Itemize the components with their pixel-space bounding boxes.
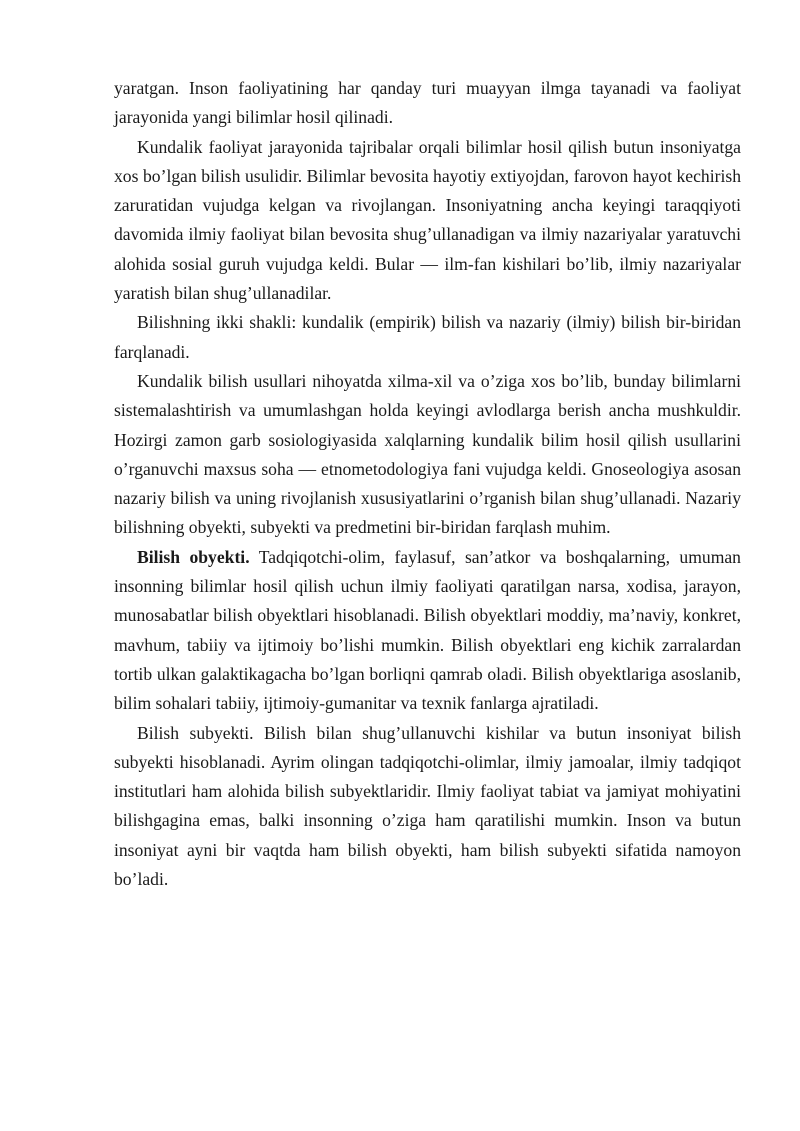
paragraph-bilish-subyekti: Bilish subyekti. Bilish bilan shug’ullanuvchi kishilar va butun insoniyat bilish subyekti hisoblanadi. Ayrim olingan tadqiqotchi-olimlar, ilmiy jamoalar, ilmiy tadqiqot institutlari ham alohida bilish subyektlaridir. Ilmiy faoliyat tabiat va jamiyat mohiyatini bilishgagina emas, balki insonning o’ziga ham qaratilishi mumkin. Inson va butun insoniyat ayni bir vaqtda ham bilish obyekti, ham bilish subyekti sifatida namoyon bo’ladi. (114, 722, 741, 890)
paragraph-bilish-obyekti (114, 543, 741, 719)
paragraph-continuation: yaratgan. Inson faoliyatining har qanday turi muayyan ilmga tayanadi va faoliyat jarayonida yangi bilimlar hosil qilinadi. (114, 78, 741, 128)
paragraph-bilish-shakllari: Bilishning ikki shakli: kundalik (empirik) bilish va nazariy (ilmiy) bilish bir-biridan farqlanadi. (114, 312, 741, 362)
paragraph-kundalik-bilish: Kundalik bilish usullari nihoyatda xilma-xil va o’ziga xos bo’lib, bunday bilimlarni sistemalashtirish va umumlashgan holda keyingi avlodlarga berish ancha mushkuldir. Hozirgi zamon garb sosiologiyasida xalqlarning kundalik bilim hosil qilish usullarini o’rganuvchi maxsus soha — etnometodologiya fani vujudga keldi. Gnoseologiya asosan nazariy bilish va uning rivojlanish xususiyatlarini o’rganish bilan shug’ullanadi. Nazariy bilishning obyekti, subyekti va predmetini bir-biridan farqlash muhim. (114, 370, 741, 538)
bilish-obyekti-heading: Bilish obyekti. (137, 546, 250, 567)
paragraph-kundalik-faoliyat: Kundalik faoliyat jarayonida tajribalar orqali bilimlar hosil qilish butun insoniyatga xos bo’lgan bilish usulidir. Bilimlar bevosita hayotiy extiyojdan, farovon hayot kechirish zaruratidan vujudga kelgan va rivojlangan. Insoniyatning ancha keyingi taraqqiyoti davomida ilmiy faoliyat bilan bevosita shug’ullanadigan va ilmiy nazariyalar yaratuvchi alohida sosial guruh vujudga keldi. Bular — ilm-fan kishilari bo’lib, ilmiy nazariyalar yaratish bilan shug’ullanadilar. (114, 136, 741, 304)
document-page (114, 74, 741, 894)
bilish-obyekti-text: Tadqiqotchi-olim, faylasuf, san’atkor va boshqalarning, umuman insonning bilimlar hosil qilish uchun ilmiy faoliyati qaratilgan narsa, xodisa, jarayon, munosabatlar bilish obyektlari hisoblanadi. Bilish obyektlari moddiy, ma’naviy, konkret, mavhum, tabiiy va ijtimoiy bo’lishi mumkin. Bilish obyektlari eng kichik zarralardan tortib ulkan galaktikagacha bo’lgan borliqni qamrab oladi. Bilish obyektlariga asoslanib, bilim sohalari tabiiy, ijtimoiy-gumanitar va texnik fanlarga ajratiladi. (114, 546, 741, 714)
